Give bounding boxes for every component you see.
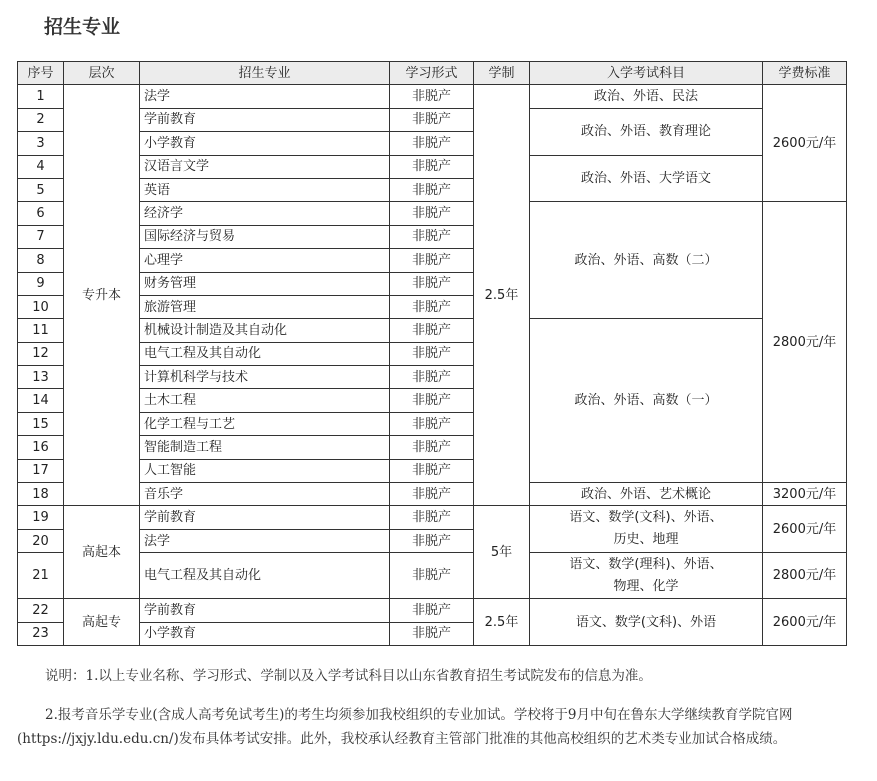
row-form: 非脱产 — [390, 319, 474, 342]
fee-cell: 2600元/年 — [763, 85, 847, 202]
row-no: 11 — [18, 319, 64, 342]
row-major: 经济学 — [140, 202, 390, 225]
subjects-cell — [530, 553, 763, 599]
row-major: 计算机科学与技术 — [140, 366, 390, 389]
subjects-cell: 政治、外语、高数（二） — [530, 202, 763, 319]
table-row — [18, 202, 847, 225]
row-form: 非脱产 — [390, 225, 474, 248]
row-form: 非脱产 — [390, 249, 474, 272]
row-no: 6 — [18, 202, 64, 225]
row-no: 16 — [18, 436, 64, 459]
row-form: 非脱产 — [390, 272, 474, 295]
subjects-cell: 政治、外语、艺术概论 — [530, 483, 763, 506]
row-no: 4 — [18, 155, 64, 178]
table-row — [18, 483, 847, 506]
header-subjects: 入学考试科目 — [530, 62, 763, 85]
fee-cell: 2600元/年 — [763, 599, 847, 646]
row-major: 汉语言文学 — [140, 155, 390, 178]
row-major: 化学工程与工艺 — [140, 412, 390, 435]
row-no: 8 — [18, 249, 64, 272]
row-form: 非脱产 — [390, 202, 474, 225]
subjects-line: 物理、化学 — [613, 578, 679, 594]
level-cell: 高起专 — [64, 599, 140, 646]
fee-cell: 2600元/年 — [763, 506, 847, 553]
header-no: 序号 — [18, 62, 64, 85]
duration-cell: 2.5年 — [474, 599, 530, 646]
row-form: 非脱产 — [390, 553, 474, 599]
row-no: 20 — [18, 529, 64, 552]
row-form: 非脱产 — [390, 85, 474, 108]
note-1: 说明：1.以上专业名称、学习形式、学制以及入学考试科目以山东省教育招生考试院发布的信息为准。 — [45, 668, 652, 684]
fee-cell: 2800元/年 — [763, 553, 847, 599]
row-no: 15 — [18, 412, 64, 435]
row-no: 9 — [18, 272, 64, 295]
subjects-line: 历史、地理 — [613, 532, 679, 548]
row-form: 非脱产 — [390, 108, 474, 131]
table-row — [18, 155, 847, 178]
row-major: 音乐学 — [140, 483, 390, 506]
header-level: 层次 — [64, 62, 140, 85]
row-form: 非脱产 — [390, 132, 474, 155]
row-no: 1 — [18, 85, 64, 108]
row-no: 21 — [18, 553, 64, 599]
fee-cell: 2800元/年 — [763, 202, 847, 483]
level-cell: 专升本 — [64, 85, 140, 506]
row-major: 旅游管理 — [140, 295, 390, 318]
row-major: 电气工程及其自动化 — [140, 342, 390, 365]
row-major: 智能制造工程 — [140, 436, 390, 459]
row-no: 10 — [18, 295, 64, 318]
row-major: 学前教育 — [140, 108, 390, 131]
header-major: 招生专业 — [140, 62, 390, 85]
row-no: 3 — [18, 132, 64, 155]
row-major: 国际经济与贸易 — [140, 225, 390, 248]
row-major: 学前教育 — [140, 506, 390, 529]
row-no: 7 — [18, 225, 64, 248]
row-major: 心理学 — [140, 249, 390, 272]
level-cell: 高起本 — [64, 506, 140, 599]
row-form: 非脱产 — [390, 178, 474, 201]
row-form: 非脱产 — [390, 622, 474, 645]
row-form: 非脱产 — [390, 436, 474, 459]
row-no: 17 — [18, 459, 64, 482]
subjects-line: 语文、数学(文科)、外语、 — [569, 510, 723, 526]
header-form: 学习形式 — [390, 62, 474, 85]
row-major: 学前教育 — [140, 599, 390, 622]
row-major: 机械设计制造及其自动化 — [140, 319, 390, 342]
row-no: 5 — [18, 178, 64, 201]
header-fee: 学费标准 — [763, 62, 847, 85]
header-duration: 学制 — [474, 62, 530, 85]
duration-cell: 5年 — [474, 506, 530, 599]
row-major: 英语 — [140, 178, 390, 201]
row-form: 非脱产 — [390, 389, 474, 412]
duration-cell: 2.5年 — [474, 85, 530, 506]
row-form: 非脱产 — [390, 366, 474, 389]
row-no: 12 — [18, 342, 64, 365]
row-no: 14 — [18, 389, 64, 412]
table-row — [18, 85, 847, 108]
row-major: 财务管理 — [140, 272, 390, 295]
subjects-cell: 政治、外语、高数（一） — [530, 319, 763, 483]
row-no: 13 — [18, 366, 64, 389]
row-major: 土木工程 — [140, 389, 390, 412]
note-2: 2.报考音乐学专业(含成人高考免试考生)的考生均须参加我校组织的专业加试。学校将于9月中旬在鲁东大学继续教育学院官网(https://jxjy.ldu.edu.cn/)发布具体考试安排。此外，我校承认经教育主管部门批准的其他高校组织的艺术类专业加试合格成绩。 — [17, 707, 793, 747]
page-title: 招生专业 — [44, 16, 121, 38]
table-row — [18, 319, 847, 342]
row-major: 人工智能 — [140, 459, 390, 482]
table-row — [18, 599, 847, 622]
subjects-cell: 语文、数学(文科)、外语 — [530, 599, 763, 646]
table-row — [18, 553, 847, 599]
row-form: 非脱产 — [390, 483, 474, 506]
row-form: 非脱产 — [390, 459, 474, 482]
row-major: 小学教育 — [140, 132, 390, 155]
row-form: 非脱产 — [390, 506, 474, 529]
row-major: 电气工程及其自动化 — [140, 553, 390, 599]
table-row — [18, 108, 847, 131]
row-no: 22 — [18, 599, 64, 622]
subjects-cell: 政治、外语、教育理论 — [530, 108, 763, 155]
subjects-line: 语文、数学(理科)、外语、 — [569, 556, 723, 572]
row-form: 非脱产 — [390, 342, 474, 365]
row-form: 非脱产 — [390, 155, 474, 178]
row-form: 非脱产 — [390, 412, 474, 435]
row-no: 23 — [18, 622, 64, 645]
row-no: 19 — [18, 506, 64, 529]
row-form: 非脱产 — [390, 599, 474, 622]
row-major: 法学 — [140, 85, 390, 108]
row-major: 小学教育 — [140, 622, 390, 645]
row-no: 2 — [18, 108, 64, 131]
enrollment-table — [17, 61, 847, 646]
row-form: 非脱产 — [390, 295, 474, 318]
table-row — [18, 506, 847, 529]
row-no: 18 — [18, 483, 64, 506]
subjects-cell — [530, 506, 763, 553]
subjects-cell: 政治、外语、大学语文 — [530, 155, 763, 202]
fee-cell: 3200元/年 — [763, 483, 847, 506]
table-header-row — [18, 62, 847, 85]
row-major: 法学 — [140, 529, 390, 552]
subjects-cell: 政治、外语、民法 — [530, 85, 763, 108]
row-form: 非脱产 — [390, 529, 474, 552]
